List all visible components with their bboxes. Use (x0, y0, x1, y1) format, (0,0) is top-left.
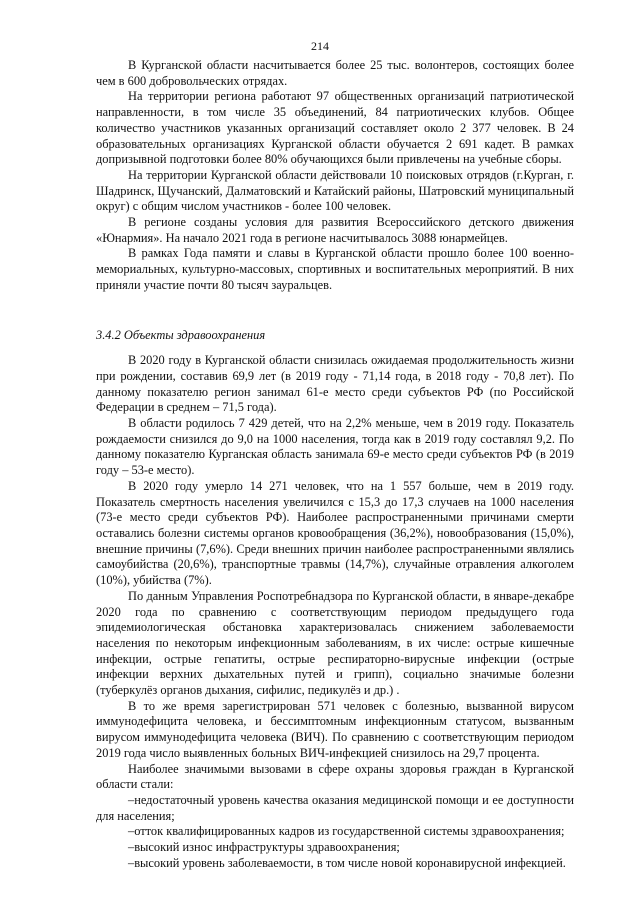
page-number: 214 (311, 39, 329, 53)
list-item: –высокий износ инфраструктуры здравоохранения; (128, 840, 400, 855)
paragraph: По данным Управления Роспотребнадзора по Курганской области, в январе-декабре 2020 года по сравнению с соответствующим периодом предыдущего года эпидемиологическая обстановка характеризовалась снижением заболеваемости населения по некоторым инфекционным заболеваниям, в их числе: острые кишечные инфекции, острые гепатиты, острые респираторно-вирусные инфекции (острые инфекции верхних дыхательных путей и грипп), социально значимые болезни (туберкулёз органов дыхания, сифилис, педикулёз и др.) . (96, 588, 574, 698)
paragraph: В Курганской области насчитывается более 25 тыс. волонтеров, состоящих более чем в 600 добровольческих отрядах. (96, 58, 574, 88)
paragraph: В 2020 году в Курганской области снизилась ожидаемая продолжительность жизни при рождении, составив 69,9 лет (в 2019 году - 71,14 года, в 2018 году - 70,8 лет). По данному показателю регион занимал 61-е место среди субъектов РФ (по Российской Федерации в среднем – 71,5 года). (96, 353, 574, 415)
section-heading: 3.4.2 Объекты здравоохранения (96, 327, 266, 342)
paragraph: В регионе созданы условия для развития Всероссийского детского движения «Юнармия». На начало 2021 года в регионе насчитывалось 3088 юнармейцев. (96, 215, 574, 245)
paragraph: На территории региона работают 97 общественных организаций патриотической направленности, в том числе 35 объединений, 84 патриотических клубов. Общее количество участников указанных организаций составляет около 2 377 человек. В 24 образовательных организациях Курганской области обучается 2 691 кадет. В рамках допризывной подготовки более 80% обучающихся были привлечены на учебные сборы. (96, 89, 574, 167)
paragraph: В 2020 году умерло 14 271 человек, что на 1 557 больше, чем в 2019 году. Показатель смертность населения увеличился с 15,3 до 17,3 случаев на 1000 населения (73-е место среди субъектов РФ). Наиболее распространенными причинами смерти оставались болезни системы органов кровообращения (36,2%), новообразования (15,0%), внешние причины (7,6%). Среди внешних причин наиболее распространенными являлись самоубийства (20,6%), транспортные травмы (14,7%), случайные отравления алкоголем (10%), убийства (7%). (96, 478, 574, 588)
paragraph: В то же время зарегистрирован 571 человек с болезнью, вызванной вирусом иммунодефицита человека, и бессимптомным инфекционным статусом, вызванным вирусом иммунодефицита человека (ВИЧ). По сравнению с соответствующим периодом 2019 года число выявленных больных ВИЧ-инфекцией снизилось на 29,7 процента. (96, 698, 574, 760)
paragraph: Наиболее значимыми вызовами в сфере охраны здоровья граждан в Курганской области стали: (96, 761, 574, 792)
paragraph: В области родилось 7 429 детей, что на 2,2% меньше, чем в 2019 году. Показатель рождаемости снизился до 9,0 на 1000 населения, тогда как в 2019 году составлял 9,2. По данному показателю Курганская область занимала 69-е место среди субъектов РФ (в 2019 году – 53-е место). (96, 416, 574, 478)
paragraph: В рамках Года памяти и славы в Курганской области прошло более 100 военно-мемориальных, культурно-массовых, спортивных и воспитательных мероприятий. В них приняли участие почти 80 тысяч зауральцев. (96, 246, 574, 292)
list-item: –отток квалифицированных кадров из государственной системы здравоохранения; (128, 824, 565, 839)
paragraph: На территории Курганской области действовали 10 поисковых отрядов (г.Курган, г. Шадринск, Щучанский, Далматовский и Катайский районы, Шатровский муниципальный округ) с общим числом участников - более 100 человек. (96, 167, 574, 214)
list-item: –высокий уровень заболеваемости, в том числе новой коронавирусной инфекцией. (128, 855, 566, 870)
page-body (96, 58, 574, 871)
list-item: –недостаточный уровень качества оказания медицинской помощи и ее доступности для населения; (96, 792, 574, 823)
